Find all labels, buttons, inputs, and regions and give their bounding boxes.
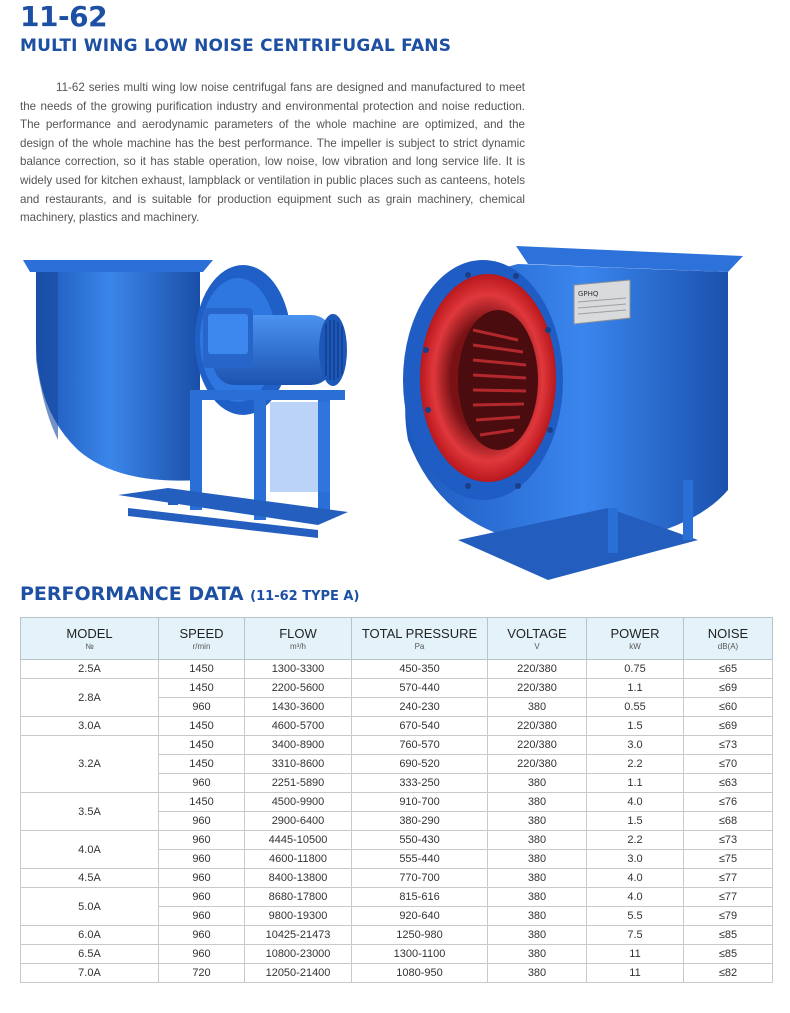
noise-cell: ≤69 — [684, 679, 773, 698]
voltage-cell: 380 — [488, 964, 587, 983]
noise-cell: ≤69 — [684, 717, 773, 736]
model-cell: 4.0A — [21, 831, 159, 869]
column-header-model — [21, 618, 159, 660]
power-cell: 4.0 — [587, 793, 684, 812]
model-cell: 2.8A — [21, 679, 159, 717]
model-cell: 3.0A — [21, 717, 159, 736]
column-header-unit: m³/h — [290, 641, 306, 651]
voltage-cell: 380 — [488, 812, 587, 831]
voltage-cell: 380 — [488, 793, 587, 812]
voltage-cell: 380 — [488, 869, 587, 888]
column-header-label: POWER — [610, 625, 660, 641]
pressure-cell: 380-290 — [352, 812, 488, 831]
speed-cell: 960 — [159, 945, 245, 964]
flow-cell: 12050-21400 — [245, 964, 352, 983]
power-cell: 0.55 — [587, 698, 684, 717]
table-row — [21, 717, 773, 736]
table-row — [21, 945, 773, 964]
model-title: 11-62 — [20, 0, 108, 33]
column-header-label: TOTAL PRESSURE — [361, 625, 478, 641]
column-header-power — [587, 618, 684, 660]
voltage-cell: 380 — [488, 831, 587, 850]
speed-cell: 1450 — [159, 660, 245, 679]
pressure-cell: 770-700 — [352, 869, 488, 888]
flow-cell: 9800-19300 — [245, 907, 352, 926]
pressure-cell: 240-230 — [352, 698, 488, 717]
pressure-cell: 555-440 — [352, 850, 488, 869]
motor — [203, 308, 347, 386]
column-header-voltage — [488, 618, 587, 660]
voltage-cell: 220/380 — [488, 660, 587, 679]
table-row — [21, 964, 773, 983]
pressure-cell: 1250-980 — [352, 926, 488, 945]
power-cell: 4.0 — [587, 869, 684, 888]
table-row — [21, 679, 773, 698]
column-header-label: NOISE — [707, 625, 749, 641]
pressure-cell: 910-700 — [352, 793, 488, 812]
noise-cell: ≤70 — [684, 755, 773, 774]
power-cell: 1.1 — [587, 679, 684, 698]
noise-cell: ≤85 — [684, 926, 773, 945]
flow-cell: 4445-10500 — [245, 831, 352, 850]
pressure-cell: 920-640 — [352, 907, 488, 926]
pressure-cell: 815-616 — [352, 888, 488, 907]
power-cell: 2.2 — [587, 755, 684, 774]
speed-cell: 960 — [159, 850, 245, 869]
flow-cell: 4600-5700 — [245, 717, 352, 736]
voltage-cell: 220/380 — [488, 736, 587, 755]
column-header-noise — [684, 618, 773, 660]
table-row — [21, 888, 773, 907]
voltage-cell: 380 — [488, 926, 587, 945]
noise-cell: ≤77 — [684, 869, 773, 888]
flow-cell: 2200-5600 — [245, 679, 352, 698]
speed-cell: 960 — [159, 774, 245, 793]
speed-cell: 720 — [159, 964, 245, 983]
speed-cell: 960 — [159, 831, 245, 850]
voltage-cell: 380 — [488, 907, 587, 926]
power-cell: 3.0 — [587, 736, 684, 755]
nameplate — [574, 280, 630, 324]
power-cell: 0.75 — [587, 660, 684, 679]
inlet-ring — [403, 260, 563, 500]
table-row — [21, 831, 773, 850]
fan-housing — [23, 260, 213, 481]
power-cell: 11 — [587, 945, 684, 964]
model-cell: 3.5A — [21, 793, 159, 831]
voltage-cell: 220/380 — [488, 679, 587, 698]
column-header-label: MODEL — [66, 625, 113, 641]
pressure-cell: 333-250 — [352, 774, 488, 793]
flow-cell: 2900-6400 — [245, 812, 352, 831]
performance-table — [20, 617, 773, 983]
table-row — [21, 736, 773, 755]
pressure-cell: 690-520 — [352, 755, 488, 774]
column-header-unit: № — [85, 641, 94, 651]
flow-cell: 8680-17800 — [245, 888, 352, 907]
power-cell: 7.5 — [587, 926, 684, 945]
pressure-cell: 1080-950 — [352, 964, 488, 983]
power-cell: 2.2 — [587, 831, 684, 850]
model-cell: 6.0A — [21, 926, 159, 945]
speed-cell: 1450 — [159, 736, 245, 755]
performance-title-main: PERFORMANCE DATA — [20, 583, 244, 605]
power-cell: 1.5 — [587, 717, 684, 736]
voltage-cell: 380 — [488, 888, 587, 907]
fan-photo-inlet-side — [398, 240, 758, 585]
power-cell: 1.1 — [587, 774, 684, 793]
pressure-cell: 670-540 — [352, 717, 488, 736]
column-header-unit: r/min — [192, 641, 211, 651]
column-header-label: SPEED — [179, 625, 224, 641]
noise-cell: ≤77 — [684, 888, 773, 907]
flow-cell: 8400-13800 — [245, 869, 352, 888]
flow-cell: 2251-5890 — [245, 774, 352, 793]
flow-cell: 4500-9900 — [245, 793, 352, 812]
noise-cell: ≤60 — [684, 698, 773, 717]
column-header-unit: dB(A) — [717, 641, 739, 651]
base-frame — [118, 488, 348, 538]
noise-cell: ≤75 — [684, 850, 773, 869]
table-row — [21, 793, 773, 812]
speed-cell: 960 — [159, 888, 245, 907]
speed-cell: 1450 — [159, 679, 245, 698]
intro-paragraph: 11-62 series multi wing low noise centrifugal fans are designed and manufactured to meet the needs of the growing purification industry and environmental protection and noise reduction. The performance and aerodynamic parameters of the whole machine are optimized, and the design of the whole machine has the best performance. The impeller is subject to strict dynamic balance correction, so it has stable operation, low noise, low vibration and long service life. It is widely used for kitchen exhaust, lampblack or ventilation in public places such as canteens, hotels and restaurants, and is suitable for production equipment such as grain machinery, chemical machinery, plastics and machinery. — [20, 81, 525, 225]
flow-cell: 1300-3300 — [245, 660, 352, 679]
power-cell: 1.5 — [587, 812, 684, 831]
performance-title-suffix: (11-62 TYPE A) — [250, 589, 360, 604]
power-cell: 4.0 — [587, 888, 684, 907]
noise-cell: ≤63 — [684, 774, 773, 793]
noise-cell: ≤79 — [684, 907, 773, 926]
noise-cell: ≤65 — [684, 660, 773, 679]
noise-cell: ≤68 — [684, 812, 773, 831]
fan-photo-motor-side — [18, 250, 363, 550]
column-header-label: VOLTAGE — [507, 625, 567, 641]
speed-cell: 1450 — [159, 793, 245, 812]
column-header-unit: Pa — [414, 641, 425, 651]
noise-cell: ≤73 — [684, 736, 773, 755]
table-row — [21, 926, 773, 945]
column-header-unit: kW — [629, 641, 641, 651]
flow-cell: 10425-21473 — [245, 926, 352, 945]
pressure-cell: 760-570 — [352, 736, 488, 755]
power-cell: 11 — [587, 964, 684, 983]
flow-cell: 3310-8600 — [245, 755, 352, 774]
voltage-cell: 380 — [488, 698, 587, 717]
pressure-cell: 550-430 — [352, 831, 488, 850]
voltage-cell: 380 — [488, 850, 587, 869]
product-subtitle: MULTI WING LOW NOISE CENTRIFUGAL FANS — [20, 36, 452, 56]
table-header-row — [21, 618, 773, 660]
speed-cell: 960 — [159, 698, 245, 717]
column-header-flow — [245, 618, 352, 660]
pressure-cell: 570-440 — [352, 679, 488, 698]
table-row — [21, 660, 773, 679]
flow-cell: 4600-11800 — [245, 850, 352, 869]
model-cell: 7.0A — [21, 964, 159, 983]
speed-cell: 1450 — [159, 755, 245, 774]
table-row — [21, 869, 773, 888]
nameplate-text: GPHQ — [578, 290, 599, 298]
flow-cell: 1430-3600 — [245, 698, 352, 717]
column-header-total-pressure — [352, 618, 488, 660]
flow-cell: 3400-8900 — [245, 736, 352, 755]
noise-cell: ≤76 — [684, 793, 773, 812]
speed-cell: 960 — [159, 907, 245, 926]
speed-cell: 960 — [159, 926, 245, 945]
speed-cell: 1450 — [159, 717, 245, 736]
speed-cell: 960 — [159, 869, 245, 888]
model-cell: 5.0A — [21, 888, 159, 926]
speed-cell: 960 — [159, 812, 245, 831]
flow-cell: 10800-23000 — [245, 945, 352, 964]
pressure-cell: 450-350 — [352, 660, 488, 679]
model-cell: 6.5A — [21, 945, 159, 964]
power-cell: 5.5 — [587, 907, 684, 926]
power-cell: 3.0 — [587, 850, 684, 869]
voltage-cell: 220/380 — [488, 717, 587, 736]
pressure-cell: 1300-1100 — [352, 945, 488, 964]
noise-cell: ≤73 — [684, 831, 773, 850]
voltage-cell: 380 — [488, 945, 587, 964]
table-body — [21, 660, 773, 983]
noise-cell: ≤85 — [684, 945, 773, 964]
column-header-label: FLOW — [279, 625, 317, 641]
model-cell: 3.2A — [21, 736, 159, 793]
model-cell: 2.5A — [21, 660, 159, 679]
voltage-cell: 220/380 — [488, 755, 587, 774]
noise-cell: ≤82 — [684, 964, 773, 983]
column-header-speed — [159, 618, 245, 660]
column-header-unit: V — [534, 641, 540, 651]
voltage-cell: 380 — [488, 774, 587, 793]
model-cell: 4.5A — [21, 869, 159, 888]
performance-title — [20, 583, 359, 605]
